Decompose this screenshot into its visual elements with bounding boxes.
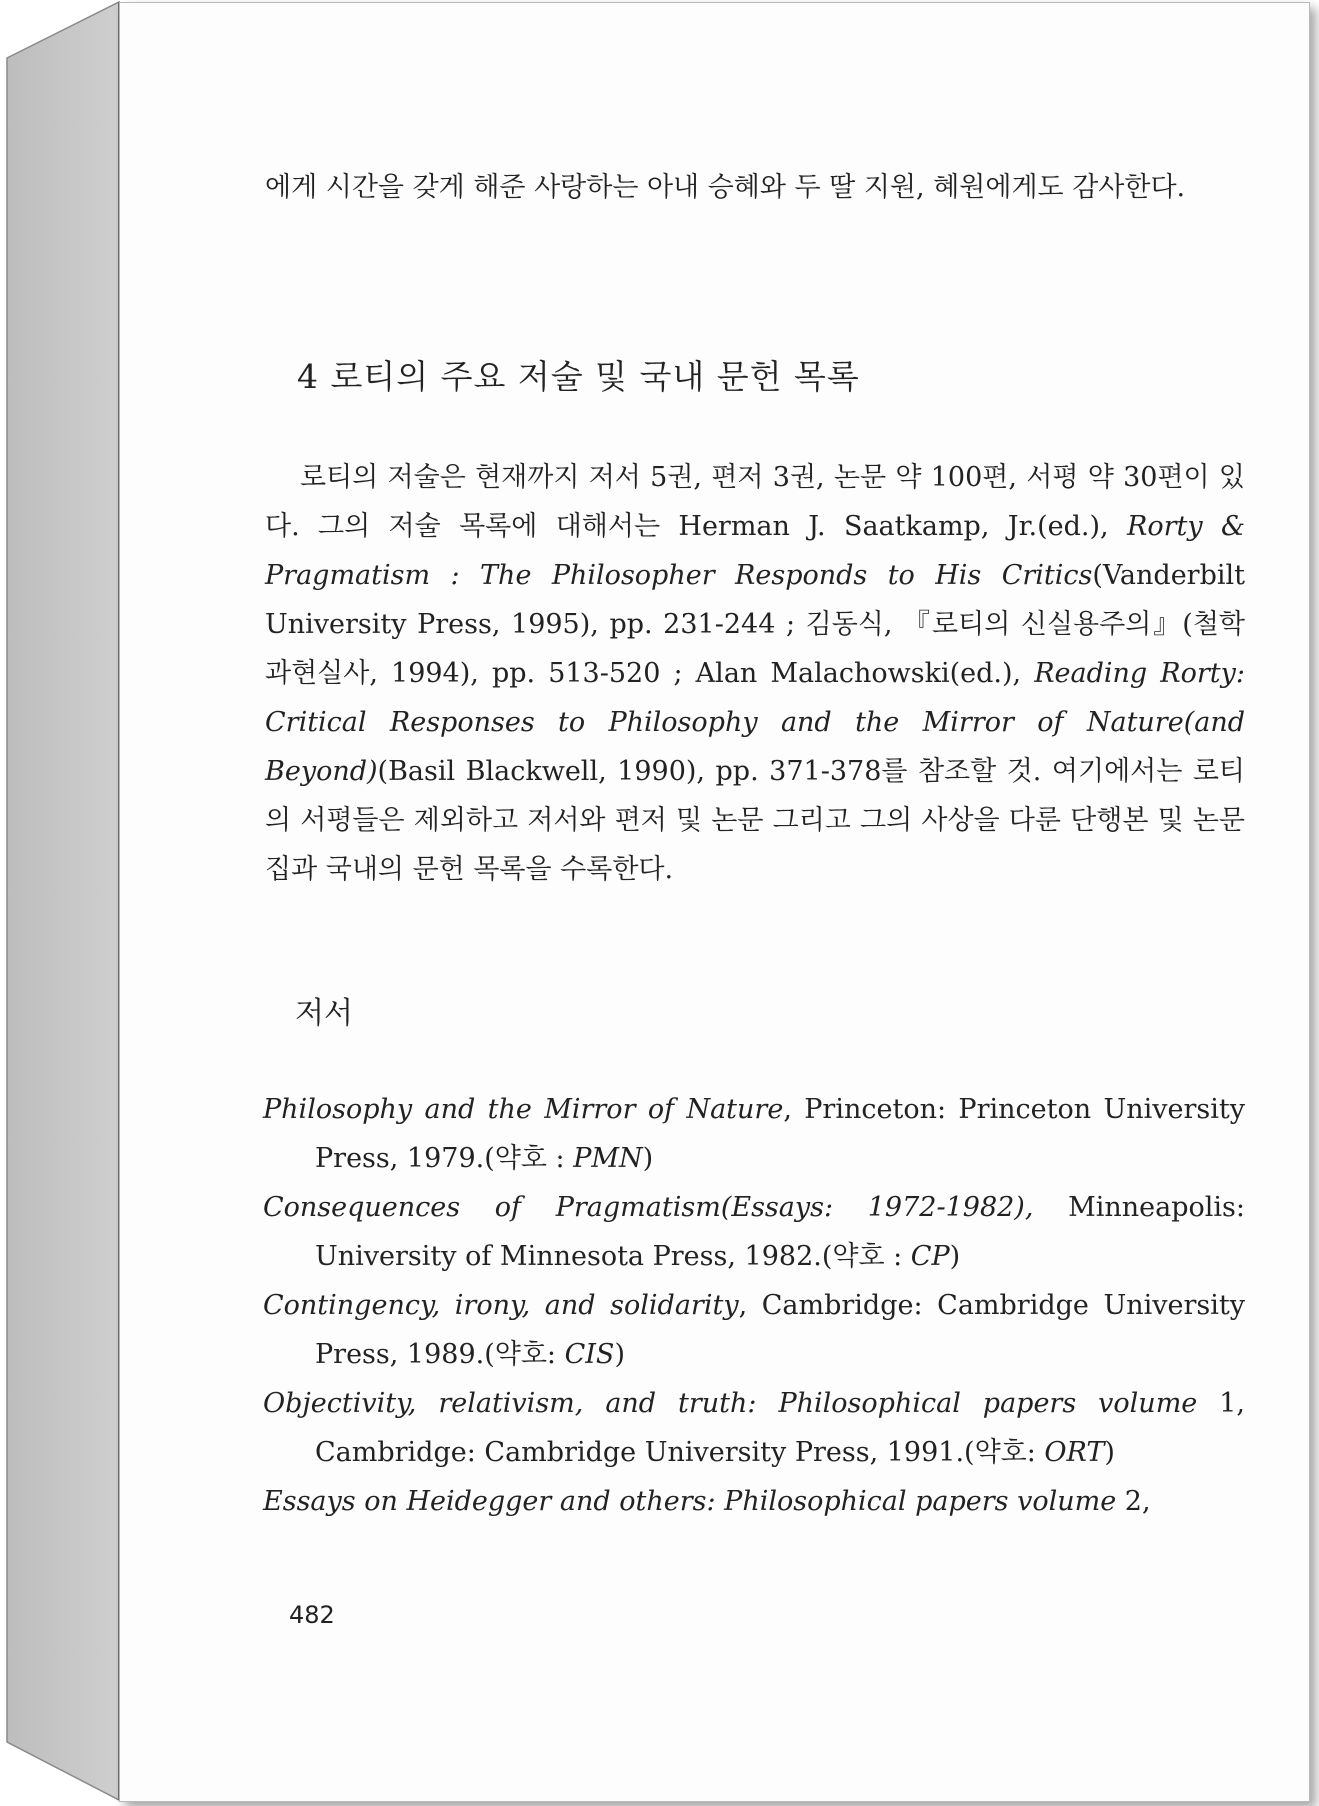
bibliography-entry: Objectivity, relativism, and truth: Philosophical papers volume 1, Cambridge: Cambridge University Press, 1991.(약호: ORT) [263, 1388, 1245, 1468]
book-title: Essays on Heidegger and others: Philosophical papers volume [263, 1486, 1117, 1517]
books-subheading: 저서 [295, 996, 353, 1031]
bibliography-entry: Philosophy and the Mirror of Nature, Princeton: Princeton University Press, 1979.(약호 : PMN) [263, 1094, 1245, 1174]
section-heading: 4 로티의 주요 저술 및 국내 문헌 목록 [297, 357, 860, 396]
book-publication: 2, [1116, 1486, 1151, 1517]
book-publication: Minneapolis: University of Minnesota Press, 1982.(약호 : [315, 1192, 1245, 1272]
intro-text-2: (Vanderbilt University Press, 1995), pp. 231-244 ; 김동식, 『로티의 신실용주의』(철학과현실사, 1994), pp. 513-520 ; Alan Malachowski(ed.), [265, 560, 1245, 689]
bibliography-entry [263, 1477, 1245, 1526]
intro-title-1: Rorty & Pragmatism : The Philosopher Responds to His Critics [265, 511, 1245, 591]
book-title: Consequences of Pragmatism(Essays: 1972-1982), [263, 1192, 1034, 1223]
book-abbreviation: PMN [573, 1143, 643, 1174]
bibliography-list [263, 1085, 1245, 1526]
book-abbreviation: CIS [564, 1339, 615, 1370]
bibliography-entry: Contingency, irony, and solidarity, Cambridge: Cambridge University Press, 1989.(약호: CIS) [263, 1290, 1245, 1370]
book-abbreviation: CP [910, 1241, 950, 1272]
book-title: Contingency, irony, and solidarity [263, 1290, 739, 1321]
opening-paragraph: 에게 시간을 갖게 해준 사랑하는 아내 승혜와 두 딸 지원, 혜원에게도 감사한다. [265, 172, 1186, 203]
book-title: Objectivity, relativism, and truth: Philosophical papers volume [263, 1388, 1198, 1419]
page-number: 482 [289, 1601, 335, 1629]
bibliography-entry: Consequences of Pragmatism(Essays: 1972-1982), Minneapolis: University of Minnesota Press, 1982.(약호 : CP) [263, 1192, 1245, 1272]
intro-title-2: Reading Rorty: Critical Responses to Philosophy and the Mirror of Nature(and Beyond) [265, 658, 1245, 787]
book-publication: 1, Cambridge: Cambridge University Press, 1991.(약호: [315, 1388, 1245, 1468]
book-publication: , Princeton: Princeton University Press, 1979.(약호 : [315, 1094, 1245, 1174]
intro-paragraph [265, 453, 1245, 894]
book-spine [0, 0, 130, 1806]
book-abbreviation: ORT [1044, 1437, 1105, 1468]
book-publication: , Cambridge: Cambridge University Press, 1989.(약호: [315, 1290, 1245, 1370]
intro-text-3: (Basil Blackwell, 1990), pp. 371-378를 참조할 것. 여기에서는 로티의 서평들은 제외하고 저서와 편저 및 논문 그리고 그의 사상을 다룬 단행본 및 논문집과 국내의 문헌 목록을 수록한다. [265, 756, 1245, 885]
book-title: Philosophy and the Mirror of Nature [263, 1094, 784, 1125]
book-page [119, 2, 1310, 1802]
intro-text-1: 로티의 저술은 현재까지 저서 5권, 편저 3권, 논문 약 100편, 서평 약 30편이 있다. 그의 저술 목록에 대해서는 Herman J. Saatkamp, Jr.(ed.), [265, 462, 1245, 542]
